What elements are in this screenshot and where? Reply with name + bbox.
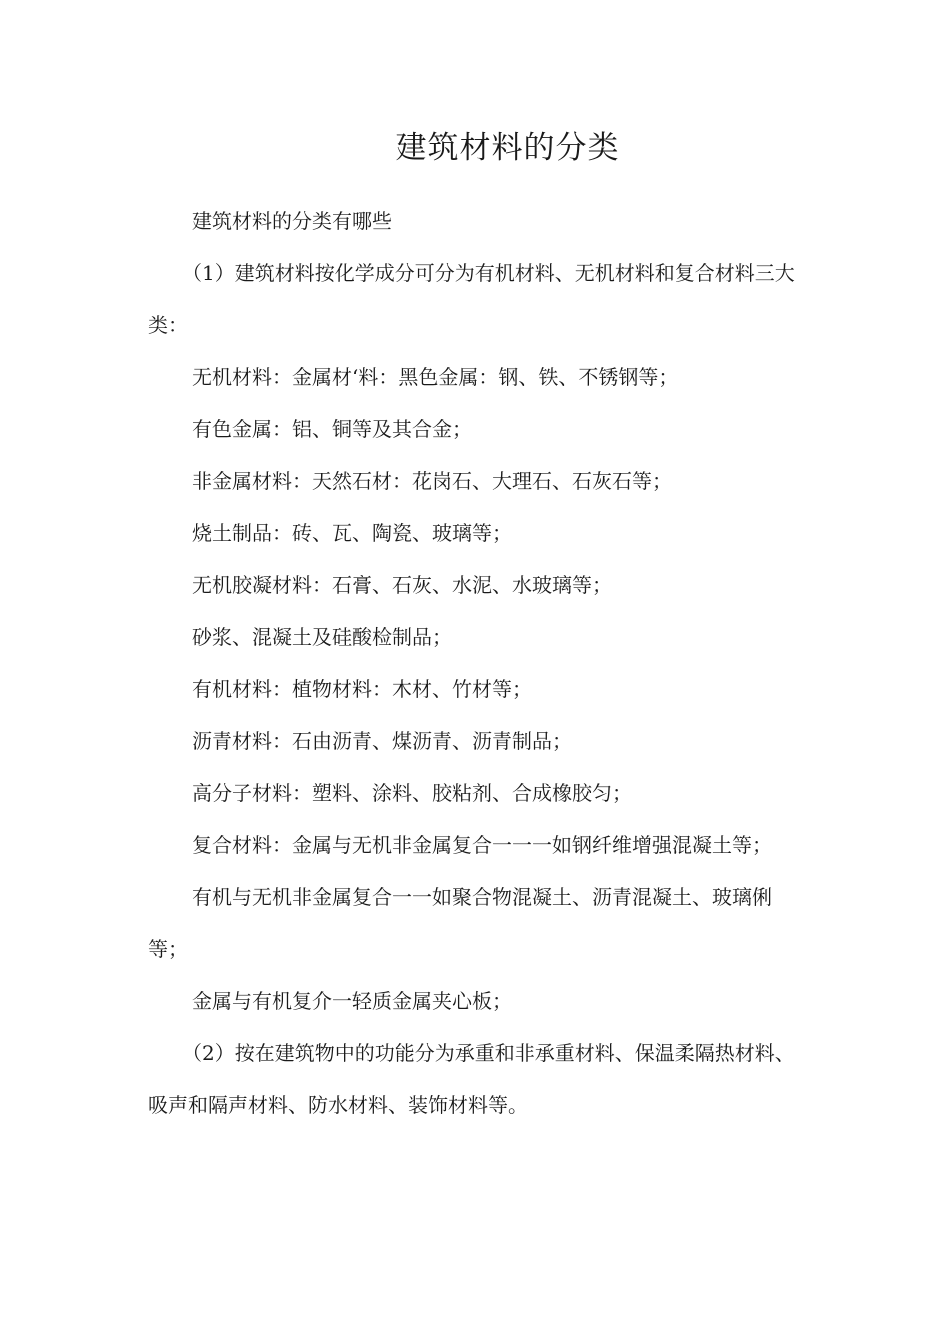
paragraph-15: （2）按在建筑物中的功能分为承重和非承重材料、保温柔隔热材料、吸声和隔声材料、防水材料、装饰材料等。: [148, 1041, 795, 1117]
paragraph-4: 有色金属：铝、铜等及其合金；: [192, 417, 472, 441]
document-body: [148, 195, 800, 1131]
paragraph-9: 有机材料：植物材料：木材、竹材等；: [192, 677, 532, 701]
paragraph-6: 烧土制品：砖、瓦、陶瓷、玻璃等；: [192, 521, 512, 545]
paragraph-2: （1）建筑材料按化学成分可分为有机材料、无机材料和复合材料三大类：: [148, 261, 795, 337]
paragraph-3: 无机材料：金属材‘料：黑色金属：钢、铁、不锈钢等；: [192, 365, 679, 389]
paragraph-1: 建筑材料的分类有哪些: [192, 209, 392, 233]
document-title: 建筑材料的分类: [395, 130, 620, 166]
paragraph-10: 沥青材料：石由沥青、煤沥青、沥青制品；: [192, 729, 572, 753]
paragraph-12: 复合材料：金属与无机非金属复合一一一如钢纤维增强混凝土等；: [192, 833, 772, 857]
paragraph-13: 有机与无机非金属复合一一如聚合物混凝土、沥青混凝土、玻璃俐等；: [148, 885, 772, 961]
paragraph-11: 高分子材料：塑料、涂料、胶粘剂、合成橡胶匀；: [192, 781, 632, 805]
paragraph-7: 无机胶凝材料：石膏、石灰、水泥、水玻璃等；: [192, 573, 612, 597]
paragraph-5: 非金属材料：天然石材：花岗石、大理石、石灰石等；: [192, 469, 672, 493]
paragraph-14: 金属与有机复介一轻质金属夹心板；: [192, 989, 512, 1013]
paragraph-8: 砂浆、混凝土及硅酸检制品；: [192, 625, 452, 649]
